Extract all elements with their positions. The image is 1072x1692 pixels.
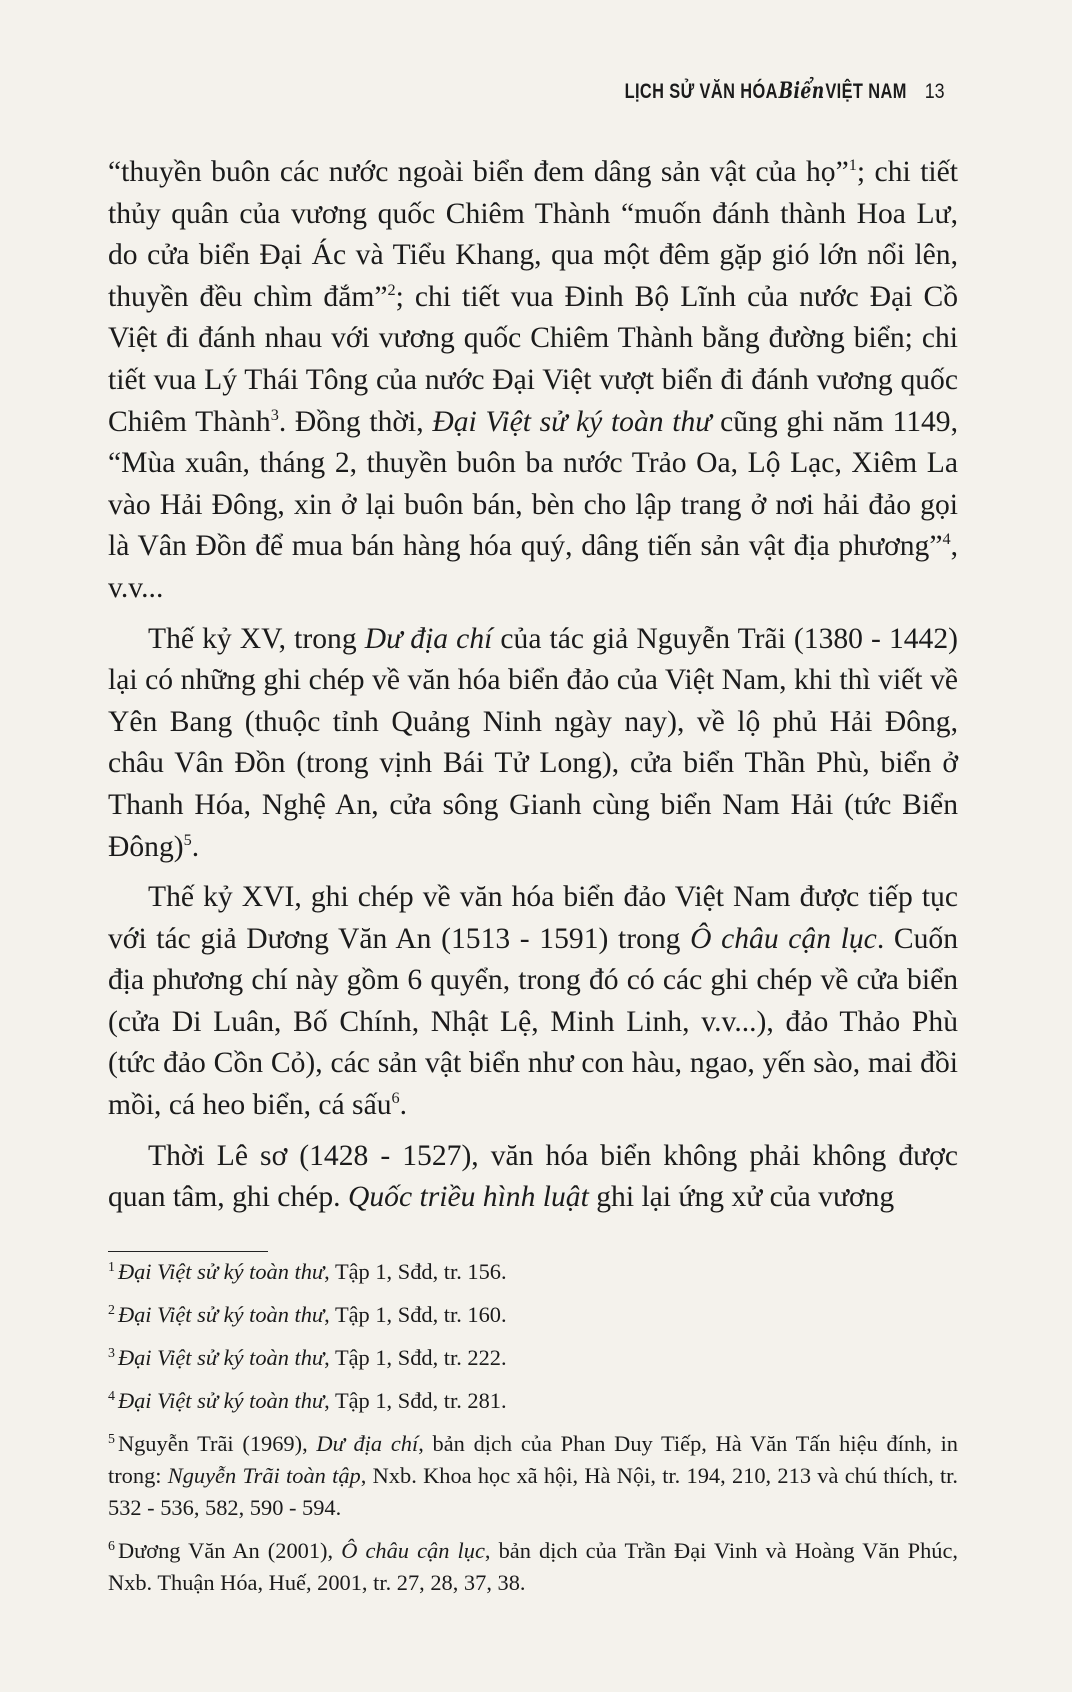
text-run: , Tập 1, Sđd, tr. 281. [324,1388,507,1413]
text-run: ; chi tiết vua Đinh Bộ Lĩnh của nước Đại Cồ Việt đi đánh nhau với vương quốc Chiêm Thành bằng đường biển; chi tiết vua Lý Thái Tông của nước Đại Việt vượt biển đi đánh vương quốc Chiêm Thành [108,280,958,438]
italic-title: Nguyễn Trãi toàn tập [167,1463,361,1488]
running-header [545,78,946,104]
footnote [108,1385,958,1417]
running-title [624,78,906,104]
footnote-number: 1 [108,1259,115,1275]
text-run: Thế kỷ XVI, ghi chép về văn hóa biển đảo Việt Nam được tiếp tục với tác giả Dương Văn An (1513 - 1591) trong [108,881,958,955]
footnotes [108,1256,958,1610]
running-title-part2: VIỆT NAM [825,80,907,103]
paragraph [108,877,958,1127]
footnote-number: 2 [108,1302,115,1318]
text-run: “thuyền buôn các nước ngoài biển đem dâng sản vật của họ” [108,156,849,188]
footnote-reference: 3 [270,404,279,424]
page-number: 13 [924,80,945,103]
paragraph [108,152,958,610]
text-run: . Cuốn địa phương chí này gồm 6 quyển, trong đó có các ghi chép về cửa biển (cửa Di Luân, Bố Chính, Nhật Lệ, Minh Linh, v.v...), đảo Thảo Phù (tức đảo Cồn Cỏ), các sản vật biển như con hàu, ngao, yến sào, mai đồi mồi, cá heo biển, cá sấu [108,922,958,1122]
footnote-divider [108,1251,268,1252]
text-run: . Đồng thời, [278,405,433,438]
italic-title: Ô châu cận lục [341,1538,485,1563]
footnote-number: 5 [108,1431,115,1447]
italic-title: Đại Việt sử ký toàn thư [117,1259,325,1284]
text-run: . [399,1089,408,1122]
footnote-reference: 6 [391,1088,400,1108]
italic-title: Đại Việt sử ký toàn thư [117,1302,325,1327]
text-run: , v.v... [108,530,958,604]
footnote-reference: 1 [848,155,857,175]
footnote-reference: 5 [183,829,192,849]
text-run: , Tập 1, Sđd, tr. 156. [324,1259,507,1284]
italic-title: Đại Việt sử ký toàn thư [432,405,712,438]
footnote-reference: 4 [942,529,951,549]
italic-title: Ô châu cận lục [690,922,877,955]
footnote [108,1535,958,1599]
italic-title: Dư địa chí [364,622,493,655]
footnote-number: 4 [108,1388,115,1404]
footnote [108,1256,958,1288]
text-run: , Nxb. Khoa học xã hội, Hà Nội, tr. 194, 210, 213 và chú thích, tr. 532 - 536, 582, 590 - 594. [108,1463,958,1520]
italic-title: Dư địa chí [316,1431,419,1456]
text-run: cũng ghi năm 1149, “Mùa xuân, tháng 2, thuyền buôn ba nước Trảo Oa, Lộ Lạc, Xiêm La vào Hải Đông, xin ở lại buôn bán, bèn cho lập trang ở nơi hải đảo gọi là Vân Đồn để mua bán hàng hóa quý, dâng tiến sản vật địa phương” [108,405,958,563]
text-run: , bản dịch của Phan Duy Tiếp, Hà Văn Tấn hiệu đính, in trong: [108,1431,959,1488]
italic-title: Đại Việt sử ký toàn thư [117,1388,325,1413]
text-run: Nguyễn Trãi (1969), [117,1431,317,1456]
footnote-reference: 2 [387,279,396,299]
footnote-number: 6 [108,1538,115,1554]
text-run: Dương Văn An (2001), [117,1538,342,1563]
running-title-script: Biển [778,78,825,104]
italic-title: Đại Việt sử ký toàn thư [117,1345,325,1370]
text-run: ; chi tiết thủy quân của vương quốc Chiêm Thành “muốn đánh thành Hoa Lư, do cửa biển Đại Ác và Tiểu Khang, qua một đêm gặp gió lớn nổi lên, thuyền đều chìm đắm” [108,156,958,313]
text-run: Thế kỷ XV, trong [148,622,365,655]
text-run: ghi lại ứng xử của vương [588,1181,895,1214]
running-title-part1: LỊCH SỬ VĂN HÓA [624,80,778,103]
text-run: , bản dịch của Trần Đại Vinh và Hoàng Văn Phúc, Nxb. Thuận Hóa, Huế, 2001, tr. 27, 28, 37, 38. [108,1538,958,1595]
footnote [108,1428,958,1524]
text-run: . [191,830,200,863]
text-run: của tác giả Nguyễn Trãi (1380 - 1442) lại có những ghi chép về văn hóa biển đảo của Việt Nam, khi thì viết về Yên Bang (thuộc tỉnh Quảng Ninh ngày nay), về lộ phủ Hải Đông, châu Vân Đồn (trong vịnh Bái Tử Long), cửa biển Thần Phù, biển ở Thanh Hóa, Nghệ An, cửa sông Gianh cùng biển Nam Hải (tức Biển Đông) [108,622,959,863]
footnote [108,1299,958,1331]
paragraph [108,1136,958,1219]
italic-title: Quốc triều hình luật [347,1181,589,1214]
footnote-number: 3 [108,1345,115,1361]
text-run: Thời Lê sơ (1428 - 1527), văn hóa biển không phải không được quan tâm, ghi chép. [108,1139,958,1214]
paragraph [108,619,958,869]
footnote [108,1342,958,1374]
text-run: , Tập 1, Sđd, tr. 222. [324,1345,507,1370]
body-text [108,152,958,1228]
text-run: , Tập 1, Sđd, tr. 160. [324,1302,507,1327]
